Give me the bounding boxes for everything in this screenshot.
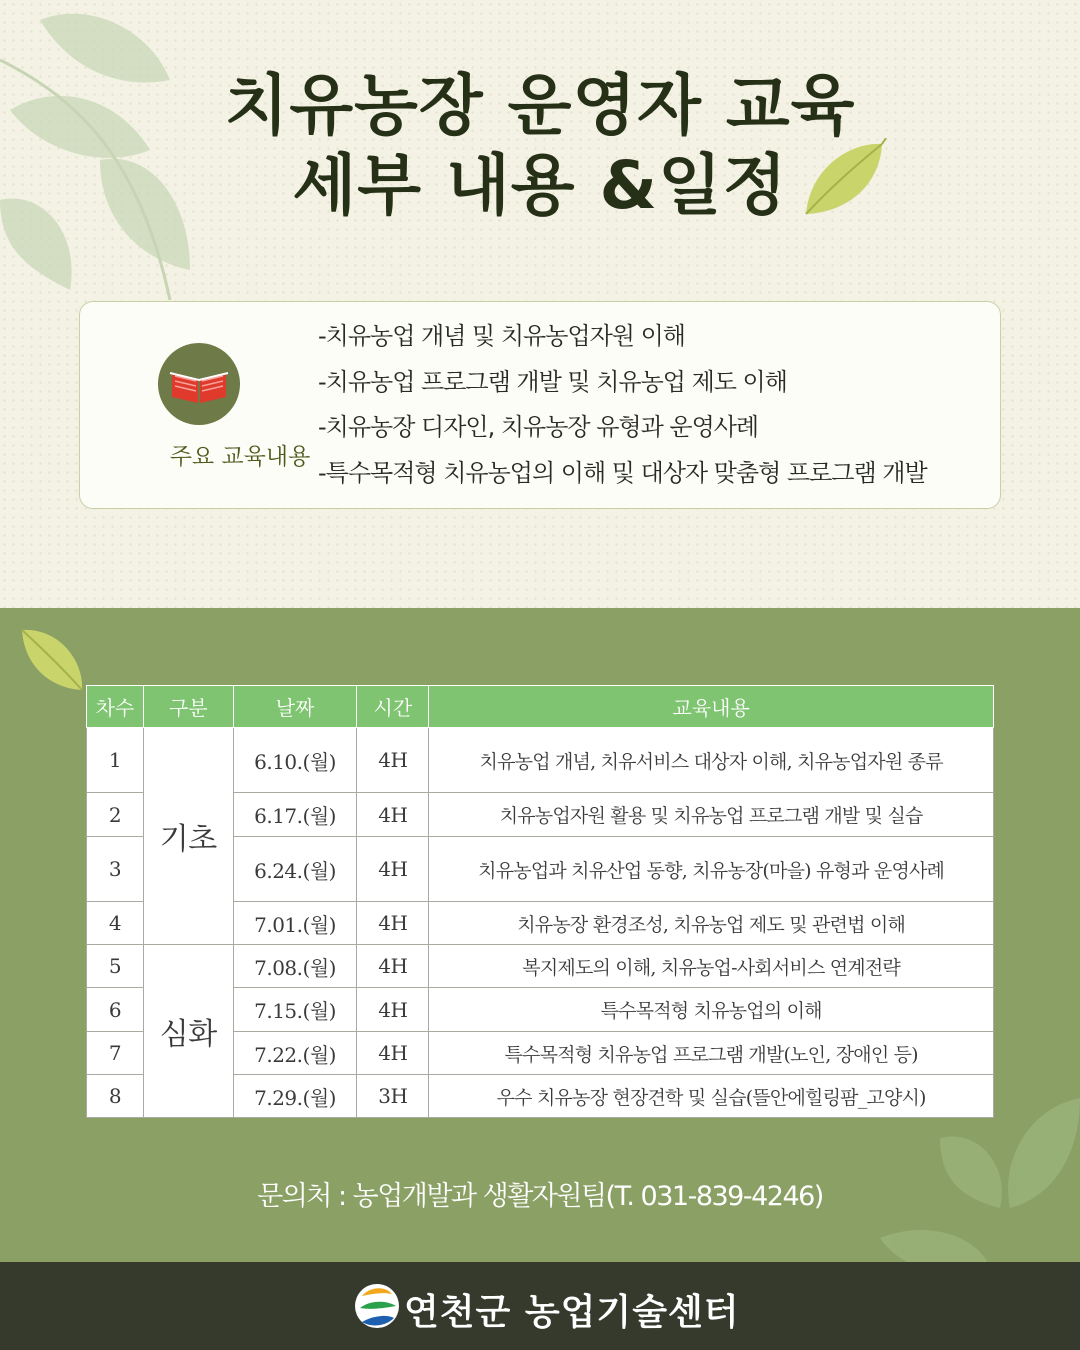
row-content: 복지제도의 이해, 치유농업-사회서비스 연계전략 [429, 945, 994, 988]
row-date: 6.17.(월) [233, 793, 357, 837]
row-content: 우수 치유농장 현장견학 및 실습(뜰안에힐링팜_고양시) [429, 1075, 994, 1118]
row-no: 7 [87, 1032, 144, 1075]
table-row [87, 945, 994, 988]
row-hours: 3H [357, 1075, 429, 1118]
row-content: 특수목적형 치유농업의 이해 [429, 988, 994, 1032]
row-date: 7.15.(월) [233, 988, 357, 1032]
header-date: 날짜 [233, 686, 357, 728]
summary-box [79, 301, 1001, 509]
row-date: 7.22.(월) [233, 1032, 357, 1075]
table-row [87, 728, 994, 793]
row-date: 6.24.(월) [233, 837, 357, 902]
summary-label: 주요 교육내용 [169, 444, 311, 470]
row-date: 6.10.(월) [233, 728, 357, 793]
top-section [0, 0, 1080, 608]
list-item: -치유농업 프로그램 개발 및 치유농업 제도 이해 [318, 367, 787, 396]
org-name: 연천군 농업기술센터 [404, 1292, 740, 1333]
yeoncheon-logo [352, 1278, 402, 1334]
header-no: 차수 [87, 686, 144, 728]
footer [0, 1262, 1080, 1350]
category-basic: 기초 [143, 728, 233, 945]
page-title-line2: 세부 내용 &일정 [292, 147, 788, 224]
row-content: 치유농장 환경조성, 치유농업 제도 및 관련법 이해 [429, 902, 994, 945]
row-no: 2 [87, 793, 144, 837]
summary-list [318, 314, 927, 496]
schedule-table [86, 685, 994, 1118]
row-no: 6 [87, 988, 144, 1032]
row-hours: 4H [357, 902, 429, 945]
row-no: 3 [87, 837, 144, 902]
row-content: 치유농업 개념, 치유서비스 대상자 이해, 치유농업자원 종류 [429, 728, 994, 793]
row-content: 치유농업자원 활용 및 치유농업 프로그램 개발 및 실습 [429, 793, 994, 837]
row-no: 8 [87, 1075, 144, 1118]
page-title-line1: 치유농장 운영자 교육 [224, 67, 856, 144]
table-header-row [87, 686, 994, 728]
list-item: -치유농업 개념 및 치유농업자원 이해 [318, 322, 685, 350]
row-date: 7.29.(월) [233, 1075, 357, 1118]
leaf-icon [18, 624, 88, 694]
list-item: -특수목적형 치유농업의 이해 및 대상자 맞춤형 프로그램 개발 [318, 458, 927, 487]
book-icon [158, 343, 240, 425]
contact-info: 문의처 : 농업개발과 생활자원팀(T. 031-839-4246) [257, 1181, 823, 1212]
row-hours: 4H [357, 1032, 429, 1075]
category-advanced: 심화 [143, 945, 233, 1118]
row-content: 치유농업과 치유산업 동향, 치유농장(마을) 유형과 운영사례 [429, 837, 994, 902]
header-content: 교육내용 [429, 686, 994, 728]
header-category: 구분 [143, 686, 233, 728]
row-hours: 4H [357, 793, 429, 837]
row-hours: 4H [357, 945, 429, 988]
row-hours: 4H [357, 837, 429, 902]
schedule-section [0, 608, 1080, 1262]
row-content: 특수목적형 치유농업 프로그램 개발(노인, 장애인 등) [429, 1032, 994, 1075]
list-item: -치유농장 디자인, 치유농장 유형과 운영사례 [318, 413, 759, 441]
row-date: 7.01.(월) [233, 902, 357, 945]
row-no: 4 [87, 902, 144, 945]
header-hours: 시간 [357, 686, 429, 728]
row-no: 1 [87, 728, 144, 793]
row-date: 7.08.(월) [233, 945, 357, 988]
row-hours: 4H [357, 728, 429, 793]
row-hours: 4H [357, 988, 429, 1032]
row-no: 5 [87, 945, 144, 988]
